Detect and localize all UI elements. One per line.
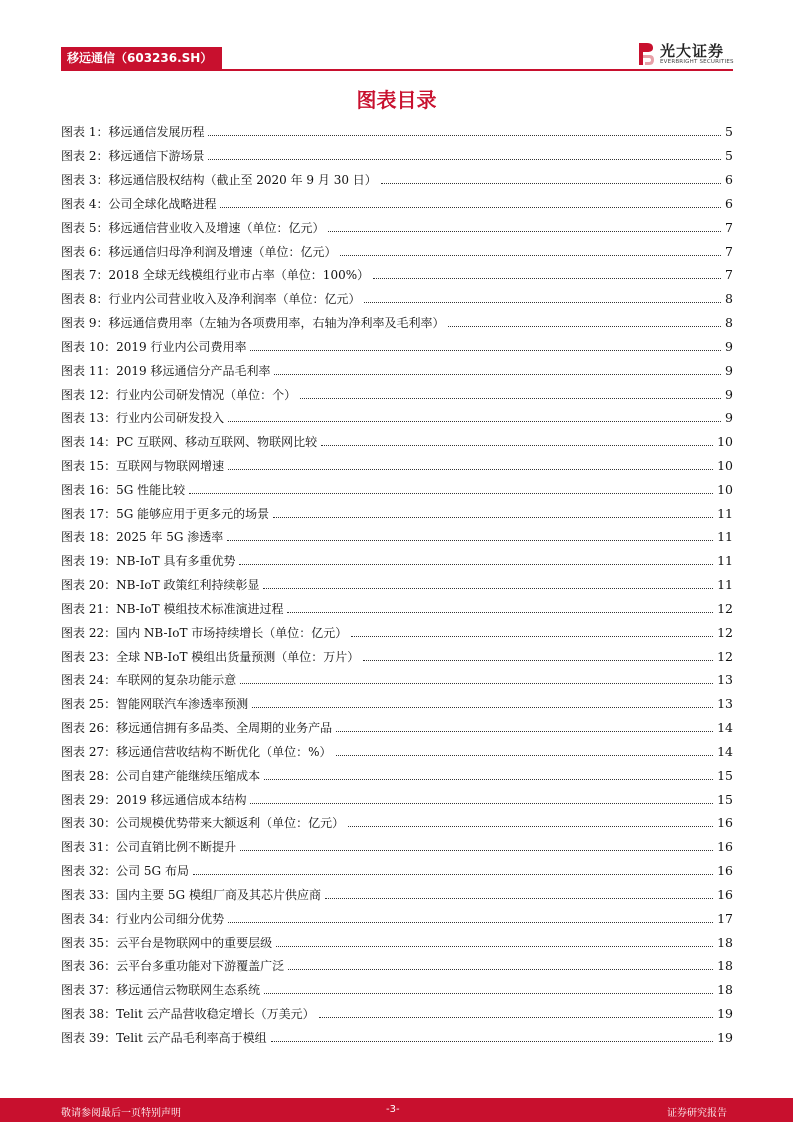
toc-dot-leader: [252, 707, 713, 708]
toc-entry[interactable]: [61, 859, 733, 883]
toc-entry-title: 公司规模优势带来大额返利（单位：亿元）: [116, 816, 345, 831]
toc-entry-title: 5G 性能比较: [116, 482, 186, 497]
toc-entry-page: 9: [725, 410, 733, 426]
toc-entry-page: 17: [717, 910, 733, 926]
toc-entry-page: 13: [717, 696, 733, 712]
toc-entry[interactable]: [61, 835, 733, 859]
toc-entry-title: 移远通信下游场景: [108, 149, 205, 164]
toc-dot-leader: [321, 445, 713, 446]
toc-entry-page: 7: [725, 219, 733, 235]
toc-entry[interactable]: [61, 406, 733, 430]
toc-entry[interactable]: [61, 549, 733, 573]
toc-entry-title: 移远通信营收结构不断优化（单位：%）: [116, 744, 332, 759]
toc-entry-label: 图表 32：: [61, 864, 117, 879]
header-divider: [61, 69, 733, 71]
toc-entry-title: 全球 NB-IoT 模组出货量预测（单位：万片）: [116, 649, 360, 664]
toc-dot-leader: [340, 255, 721, 256]
toc-entry-page: 19: [717, 1029, 733, 1045]
toc-entry-title: 移远通信归母净利润及增速（单位：亿元）: [108, 244, 337, 259]
toc-entry-page: 6: [725, 195, 733, 211]
toc-entry-title: 云平台多重功能对下游覆盖广泛: [116, 959, 285, 974]
toc-entry-page: 7: [725, 267, 733, 283]
toc-entry-title: PC 互联网、移动互联网、物联网比较: [116, 435, 318, 450]
toc-entry-page: 14: [717, 743, 733, 759]
toc-entry-page: 9: [725, 338, 733, 354]
toc-entry-title: 公司自建产能继续压缩成本: [116, 768, 261, 783]
toc-entry[interactable]: [61, 716, 733, 740]
toc-dot-leader: [264, 993, 713, 994]
toc-entry[interactable]: [61, 191, 733, 215]
toc-entry-title: 公司全球化战略进程: [108, 196, 217, 211]
footer-report-type: 证券研究报告: [667, 1108, 727, 1119]
toc-dot-leader: [274, 374, 721, 375]
toc-entry-label: 图表 3：: [61, 173, 109, 188]
logo-english-name: EVERBRIGHT SECURITIES: [660, 59, 734, 65]
toc-entry-label: 图表 8：: [61, 292, 109, 307]
toc-entry[interactable]: [61, 239, 733, 263]
toc-entry-label: 图表 1：: [61, 125, 109, 140]
toc-entry-title: 国内 NB-IoT 市场持续增长（单位：亿元）: [116, 625, 348, 640]
toc-entry[interactable]: [61, 334, 733, 358]
toc-dot-leader: [250, 350, 721, 351]
toc-entry-label: 图表 12：: [61, 387, 117, 402]
toc-entry-label: 图表 36：: [61, 959, 117, 974]
toc-dot-leader: [288, 969, 713, 970]
toc-entry-page: 12: [717, 600, 733, 616]
toc-entry[interactable]: [61, 501, 733, 525]
toc-entry-title: 车联网的复杂功能示意: [116, 673, 237, 688]
toc-entry[interactable]: [61, 573, 733, 597]
toc-entry-label: 图表 27：: [61, 744, 117, 759]
toc-dot-leader: [276, 946, 713, 947]
toc-entry[interactable]: [61, 692, 733, 716]
toc-entry-title: NB-IoT 模组技术标准演进过程: [116, 601, 284, 616]
toc-entry[interactable]: [61, 477, 733, 501]
toc-entry-title: 5G 能够应用于更多元的场景: [116, 506, 270, 521]
toc-entry-title: 公司直销比例不断提升: [116, 840, 237, 855]
toc-entry-label: 图表 14：: [61, 435, 117, 450]
toc-entry-label: 图表 9：: [61, 316, 109, 331]
toc-entry[interactable]: [61, 382, 733, 406]
toc-entry[interactable]: [61, 144, 733, 168]
toc-entry-title: 国内主要 5G 模组厂商及其芯片供应商: [116, 887, 321, 902]
toc-dot-leader: [228, 421, 721, 422]
toc-entry-label: 图表 37：: [61, 983, 117, 998]
toc-entry-title: 移远通信拥有多品类、全周期的业务产品: [116, 721, 333, 736]
toc-entry-label: 图表 10：: [61, 339, 117, 354]
toc-entry[interactable]: [61, 120, 733, 144]
toc-entry-label: 图表 31：: [61, 840, 117, 855]
toc-entry-label: 图表 6：: [61, 244, 109, 259]
toc-entry[interactable]: [61, 620, 733, 644]
toc-entry-label: 图表 38：: [61, 1007, 117, 1022]
toc-entry-page: 15: [717, 791, 733, 807]
toc-dot-leader: [227, 540, 713, 541]
toc-entry-label: 图表 22：: [61, 625, 117, 640]
toc-dot-leader: [448, 326, 721, 327]
toc-entry-page: 14: [717, 720, 733, 736]
toc-dot-leader: [373, 278, 721, 279]
toc-entry-page: 11: [717, 553, 733, 569]
toc-entry[interactable]: [61, 930, 733, 954]
toc-dot-leader: [328, 231, 721, 232]
toc-dot-leader: [336, 731, 713, 732]
toc-dot-leader: [336, 755, 714, 756]
toc-entry-page: 8: [725, 315, 733, 331]
toc-entry-page: 11: [717, 529, 733, 545]
toc-entry-title: 智能网联汽车渗透率预测: [116, 697, 249, 712]
toc-entry-label: 图表 28：: [61, 768, 117, 783]
toc-dot-leader: [363, 660, 713, 661]
toc-entry-label: 图表 23：: [61, 649, 117, 664]
toc-entry-label: 图表 39：: [61, 1030, 117, 1045]
toc-entry-page: 12: [717, 624, 733, 640]
toc-entry-page: 16: [717, 886, 733, 902]
toc-entry[interactable]: [61, 906, 733, 930]
toc-dot-leader: [208, 159, 721, 160]
toc-entry-title: 云平台是物联网中的重要层级: [116, 935, 273, 950]
toc-entry-label: 图表 21：: [61, 601, 117, 616]
toc-entry-label: 图表 34：: [61, 911, 117, 926]
toc-entry[interactable]: [61, 668, 733, 692]
toc-entry-label: 图表 16：: [61, 482, 117, 497]
toc-entry-label: 图表 30：: [61, 816, 117, 831]
toc-dot-leader: [250, 803, 713, 804]
toc-entry-label: 图表 7：: [61, 268, 109, 283]
toc-entry-label: 图表 15：: [61, 459, 117, 473]
toc-entry[interactable]: [61, 644, 733, 668]
toc-entry-page: 8: [725, 291, 733, 307]
toc-dot-leader: [208, 135, 721, 136]
toc-entry-page: 10: [717, 434, 733, 450]
toc-entry-label: 图表 19：: [61, 554, 117, 569]
toc-dot-leader: [220, 207, 721, 208]
brand-logo: [636, 40, 736, 68]
toc-entry[interactable]: [61, 811, 733, 835]
toc-entry-page: 9: [725, 362, 733, 378]
toc-entry-page: 10: [717, 458, 733, 473]
footer-disclaimer: 敬请参阅最后一页特别声明: [61, 1108, 181, 1119]
toc-entry-title: 2019 移远通信成本结构: [116, 792, 247, 807]
toc-entry-page: 12: [717, 648, 733, 664]
toc-entry-title: Telit 云产品营收稳定增长（万美元）: [116, 1007, 315, 1022]
toc-entry-label: 图表 18：: [61, 530, 117, 545]
toc-dot-leader: [351, 636, 713, 637]
toc-entry-page: 16: [717, 815, 733, 831]
toc-entry-label: 图表 26：: [61, 721, 117, 736]
toc-entry-page: 11: [717, 505, 733, 521]
toc-dot-leader: [189, 493, 713, 494]
toc-entry-label: 图表 2：: [61, 149, 109, 164]
header-company-bar: [61, 47, 222, 70]
footer-bar: [0, 1098, 793, 1122]
toc-dot-leader: [193, 874, 713, 875]
toc-entry[interactable]: [61, 263, 733, 287]
toc-entry[interactable]: [61, 883, 733, 907]
toc-entry-page: 6: [725, 172, 733, 188]
toc-entry-page: 16: [717, 839, 733, 855]
toc-entry-title: 公司 5G 布局: [116, 864, 189, 879]
toc-entry-label: 图表 33：: [61, 887, 117, 902]
toc-dot-leader: [228, 469, 713, 470]
toc-entry-page: 18: [717, 958, 733, 974]
toc-entry-title: 2019 行业内公司费用率: [116, 339, 247, 354]
toc-dot-leader: [273, 517, 713, 518]
toc-entry-page: 11: [717, 577, 733, 593]
toc-entry[interactable]: [61, 287, 733, 311]
header-company: 移远通信（603236.SH）: [67, 51, 213, 65]
toc-entry-label: 图表 35：: [61, 935, 117, 950]
toc-entry[interactable]: [61, 430, 733, 454]
toc-entry[interactable]: [61, 358, 733, 382]
toc-entry[interactable]: [61, 740, 733, 764]
toc-entry[interactable]: [61, 954, 733, 978]
toc-dot-leader: [364, 302, 721, 303]
toc-entry-page: 5: [725, 148, 733, 164]
toc-entry-title: 行业内公司研发情况（单位：个）: [116, 387, 297, 402]
toc-dot-leader: [240, 683, 713, 684]
toc-entry-page: 10: [717, 481, 733, 497]
toc-dot-leader: [264, 779, 713, 780]
toc-entry-page: 7: [725, 243, 733, 259]
toc-entry-label: 图表 24：: [61, 673, 117, 688]
toc-entry-label: 图表 20：: [61, 578, 117, 593]
toc-dot-leader: [287, 612, 713, 613]
toc-entry[interactable]: [61, 1025, 733, 1049]
toc-entry[interactable]: [61, 763, 733, 787]
toc-entry-title: 2018 全球无线模组行业市占率（单位：100%）: [108, 268, 370, 283]
toc-entry-page: 5: [725, 124, 733, 140]
toc-dot-leader: [325, 898, 713, 899]
toc-entry-title: 移远通信营业收入及增速（单位：亿元）: [108, 220, 325, 235]
toc-entry[interactable]: [61, 1002, 733, 1026]
toc-entry-page: 9: [725, 386, 733, 402]
everbright-logo-icon: [636, 41, 656, 67]
toc-entry-title: NB-IoT 具有多重优势: [116, 554, 236, 569]
toc-dot-leader: [239, 564, 713, 565]
table-of-figures: [61, 120, 733, 1049]
toc-entry-page: 18: [717, 982, 733, 998]
toc-entry-title: 2019 移远通信分产品毛利率: [116, 363, 271, 378]
toc-entry-label: 图表 29：: [61, 792, 117, 807]
toc-entry-title: Telit 云产品毛利率高于模组: [116, 1030, 267, 1045]
toc-entry-title: 行业内公司研发投入: [116, 411, 225, 426]
toc-entry[interactable]: [61, 525, 733, 549]
toc-entry-title: NB-IoT 政策红利持续彰显: [116, 578, 260, 593]
toc-entry-title: 移远通信费用率（左轴为各项费用率，右轴为净利率及毛利率）: [108, 316, 445, 331]
toc-dot-leader: [271, 1041, 714, 1042]
toc-entry-title: 互联网与物联网增速: [116, 459, 225, 473]
toc-entry[interactable]: [61, 311, 733, 335]
toc-entry-title: 移远通信发展历程: [108, 125, 205, 140]
toc-entry-title: 移远通信股权结构（截止至 2020 年 9 月 30 日）: [108, 173, 377, 188]
toc-entry-page: 16: [717, 863, 733, 879]
toc-dot-leader: [228, 922, 713, 923]
footer-page-number: -3-: [386, 1104, 400, 1115]
toc-dot-leader: [381, 183, 721, 184]
logo-chinese-name: 光大证券: [660, 42, 725, 60]
toc-entry-title: 移远通信云物联网生态系统: [116, 983, 261, 998]
toc-entry[interactable]: [61, 454, 733, 478]
toc-entry-label: 图表 25：: [61, 697, 117, 712]
toc-entry[interactable]: [61, 597, 733, 621]
page-title: 图表目录: [356, 88, 437, 112]
toc-entry-label: 图表 13：: [61, 411, 117, 426]
toc-entry[interactable]: [61, 978, 733, 1002]
toc-entry[interactable]: [61, 168, 733, 192]
toc-entry-label: 图表 4：: [61, 196, 109, 211]
toc-dot-leader: [300, 398, 721, 399]
toc-entry-label: 图表 17：: [61, 506, 117, 521]
toc-entry-page: 13: [717, 672, 733, 688]
toc-dot-leader: [348, 826, 713, 827]
toc-entry[interactable]: [61, 787, 733, 811]
toc-entry-page: 18: [717, 934, 733, 950]
toc-dot-leader: [319, 1017, 714, 1018]
toc-entry-page: 19: [717, 1006, 733, 1022]
toc-dot-leader: [240, 850, 713, 851]
toc-entry-page: 15: [717, 767, 733, 783]
toc-entry[interactable]: [61, 215, 733, 239]
toc-entry-label: 图表 5：: [61, 220, 109, 235]
toc-entry-title: 2025 年 5G 渗透率: [116, 530, 224, 545]
toc-entry-title: 行业内公司营业收入及净利润率（单位：亿元）: [108, 292, 361, 307]
toc-entry-title: 行业内公司细分优势: [116, 911, 225, 926]
toc-dot-leader: [263, 588, 713, 589]
toc-entry-label: 图表 11：: [61, 363, 117, 378]
